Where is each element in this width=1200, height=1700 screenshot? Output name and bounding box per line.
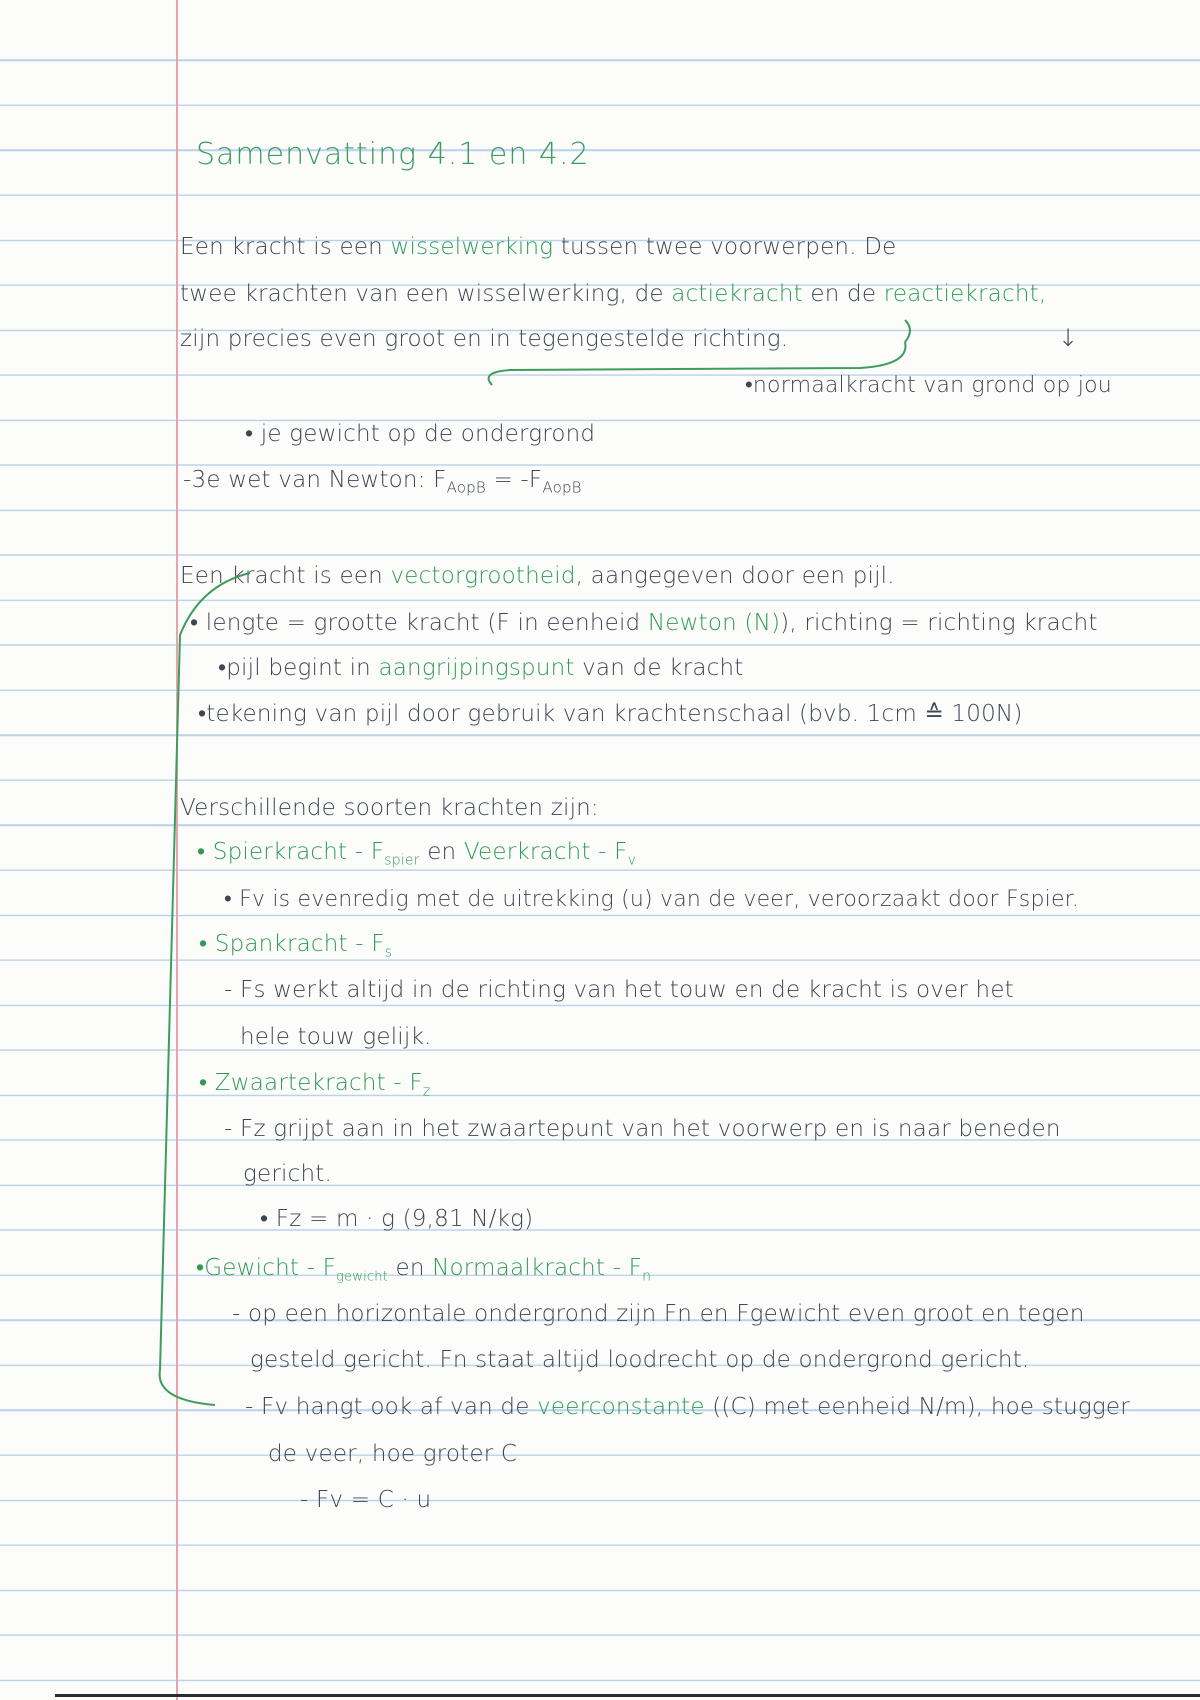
s3-heading: Verschillende soorten krachten zijn: — [180, 795, 599, 821]
highlight-term: aangrijpingspunt — [378, 655, 575, 681]
text: van de kracht — [574, 655, 744, 681]
subscript: z — [422, 1083, 431, 1100]
text: • Spankracht - F — [199, 931, 385, 957]
subscript: s — [384, 944, 393, 961]
s2-line-4: •tekening van pijl door gebruik van krachtenschaal (bvb. 1cm ≙ 100N) — [198, 701, 1023, 727]
text: • Zwaartekracht - F — [199, 1070, 423, 1096]
zwaartekracht-formula: • Fz = m · g (9,81 N/kg) — [260, 1206, 534, 1232]
veerconstante-note-2: de veer, hoe groter C — [268, 1441, 518, 1467]
zwaartekracht-note-2: gericht. — [243, 1161, 332, 1187]
link-arrow — [489, 342, 906, 385]
text: • Spierkracht - F — [197, 839, 385, 865]
text: -3e wet van Newton: F — [183, 467, 447, 493]
gewicht-note-2: gesteld gericht. Fn staat altijd loodrecht op de ondergrond gericht. — [250, 1347, 1030, 1373]
text: Veerkracht - F — [463, 839, 628, 865]
veer-formula: - Fv = C · u — [300, 1487, 432, 1513]
link-arrow-end — [905, 320, 910, 342]
text: tussen twee voorwerpen. De — [553, 234, 897, 260]
spankracht-note-2: hele touw gelijk. — [240, 1024, 432, 1050]
text: Een kracht is een — [180, 563, 391, 589]
subscript: n — [642, 1268, 652, 1285]
text: •Gewicht - F — [196, 1255, 337, 1281]
text: Een kracht is een — [180, 234, 391, 260]
subscript: AopB — [446, 478, 486, 497]
text: - Fv hangt ook af van de — [245, 1394, 538, 1420]
gewicht-note-1: - op een horizontale ondergrond zijn Fn en Fgewicht even groot en tegen — [232, 1301, 1085, 1327]
veerkracht-note: • Fv is evenredig met de uitrekking (u) van de veer, veroorzaakt door Fspier. — [224, 887, 1080, 912]
s1-line-3: zijn precies even groot en in tegengestelde richting. — [180, 326, 789, 352]
text: Normaalkracht - F — [432, 1255, 643, 1281]
text: • lengte = grootte kracht (F in eenheid — [190, 610, 648, 636]
highlight-term: reactiekracht, — [883, 281, 1047, 307]
subscript: gewicht — [336, 1269, 388, 1285]
veer-bracket — [160, 573, 250, 1405]
text: , aangegeven door een pijl. — [575, 563, 895, 589]
subscript: v — [627, 852, 637, 869]
page-title: Samenvatting 4.1 en 4.2 — [196, 137, 590, 172]
note-normal-force: •normaalkracht van grond op jou — [745, 373, 1112, 398]
text: en — [387, 1255, 433, 1281]
down-arrow: ↓ — [1058, 324, 1079, 352]
text: en — [419, 839, 464, 865]
page-bottom-edge — [55, 1694, 1200, 1697]
subscript: spier — [384, 852, 420, 869]
note-weight: • je gewicht op de ondergrond — [245, 421, 596, 447]
highlight-term: veerconstante — [537, 1394, 705, 1420]
text: •pijl begint in — [218, 655, 379, 681]
text: ((C) met eenheid N/m), hoe stugger — [704, 1394, 1130, 1420]
text: = -F — [485, 467, 543, 493]
highlight-term: wisselwerking — [390, 234, 554, 260]
subscript: AopB — [542, 478, 582, 497]
highlight-term: vectorgrootheid — [390, 563, 576, 589]
spankracht-note-1: - Fs werkt altijd in de richting van het touw en de kracht is over het — [224, 977, 1014, 1003]
highlight-term: Newton (N) — [647, 610, 781, 636]
text: ), richting = richting kracht — [780, 610, 1098, 636]
zwaartekracht-note-1: - Fz grijpt aan in het zwaartepunt van het voorwerp en is naar beneden — [224, 1116, 1061, 1142]
text: en de — [802, 281, 884, 307]
highlight-term: actiekracht — [671, 281, 803, 307]
text: twee krachten van een wisselwerking, de — [180, 281, 672, 307]
